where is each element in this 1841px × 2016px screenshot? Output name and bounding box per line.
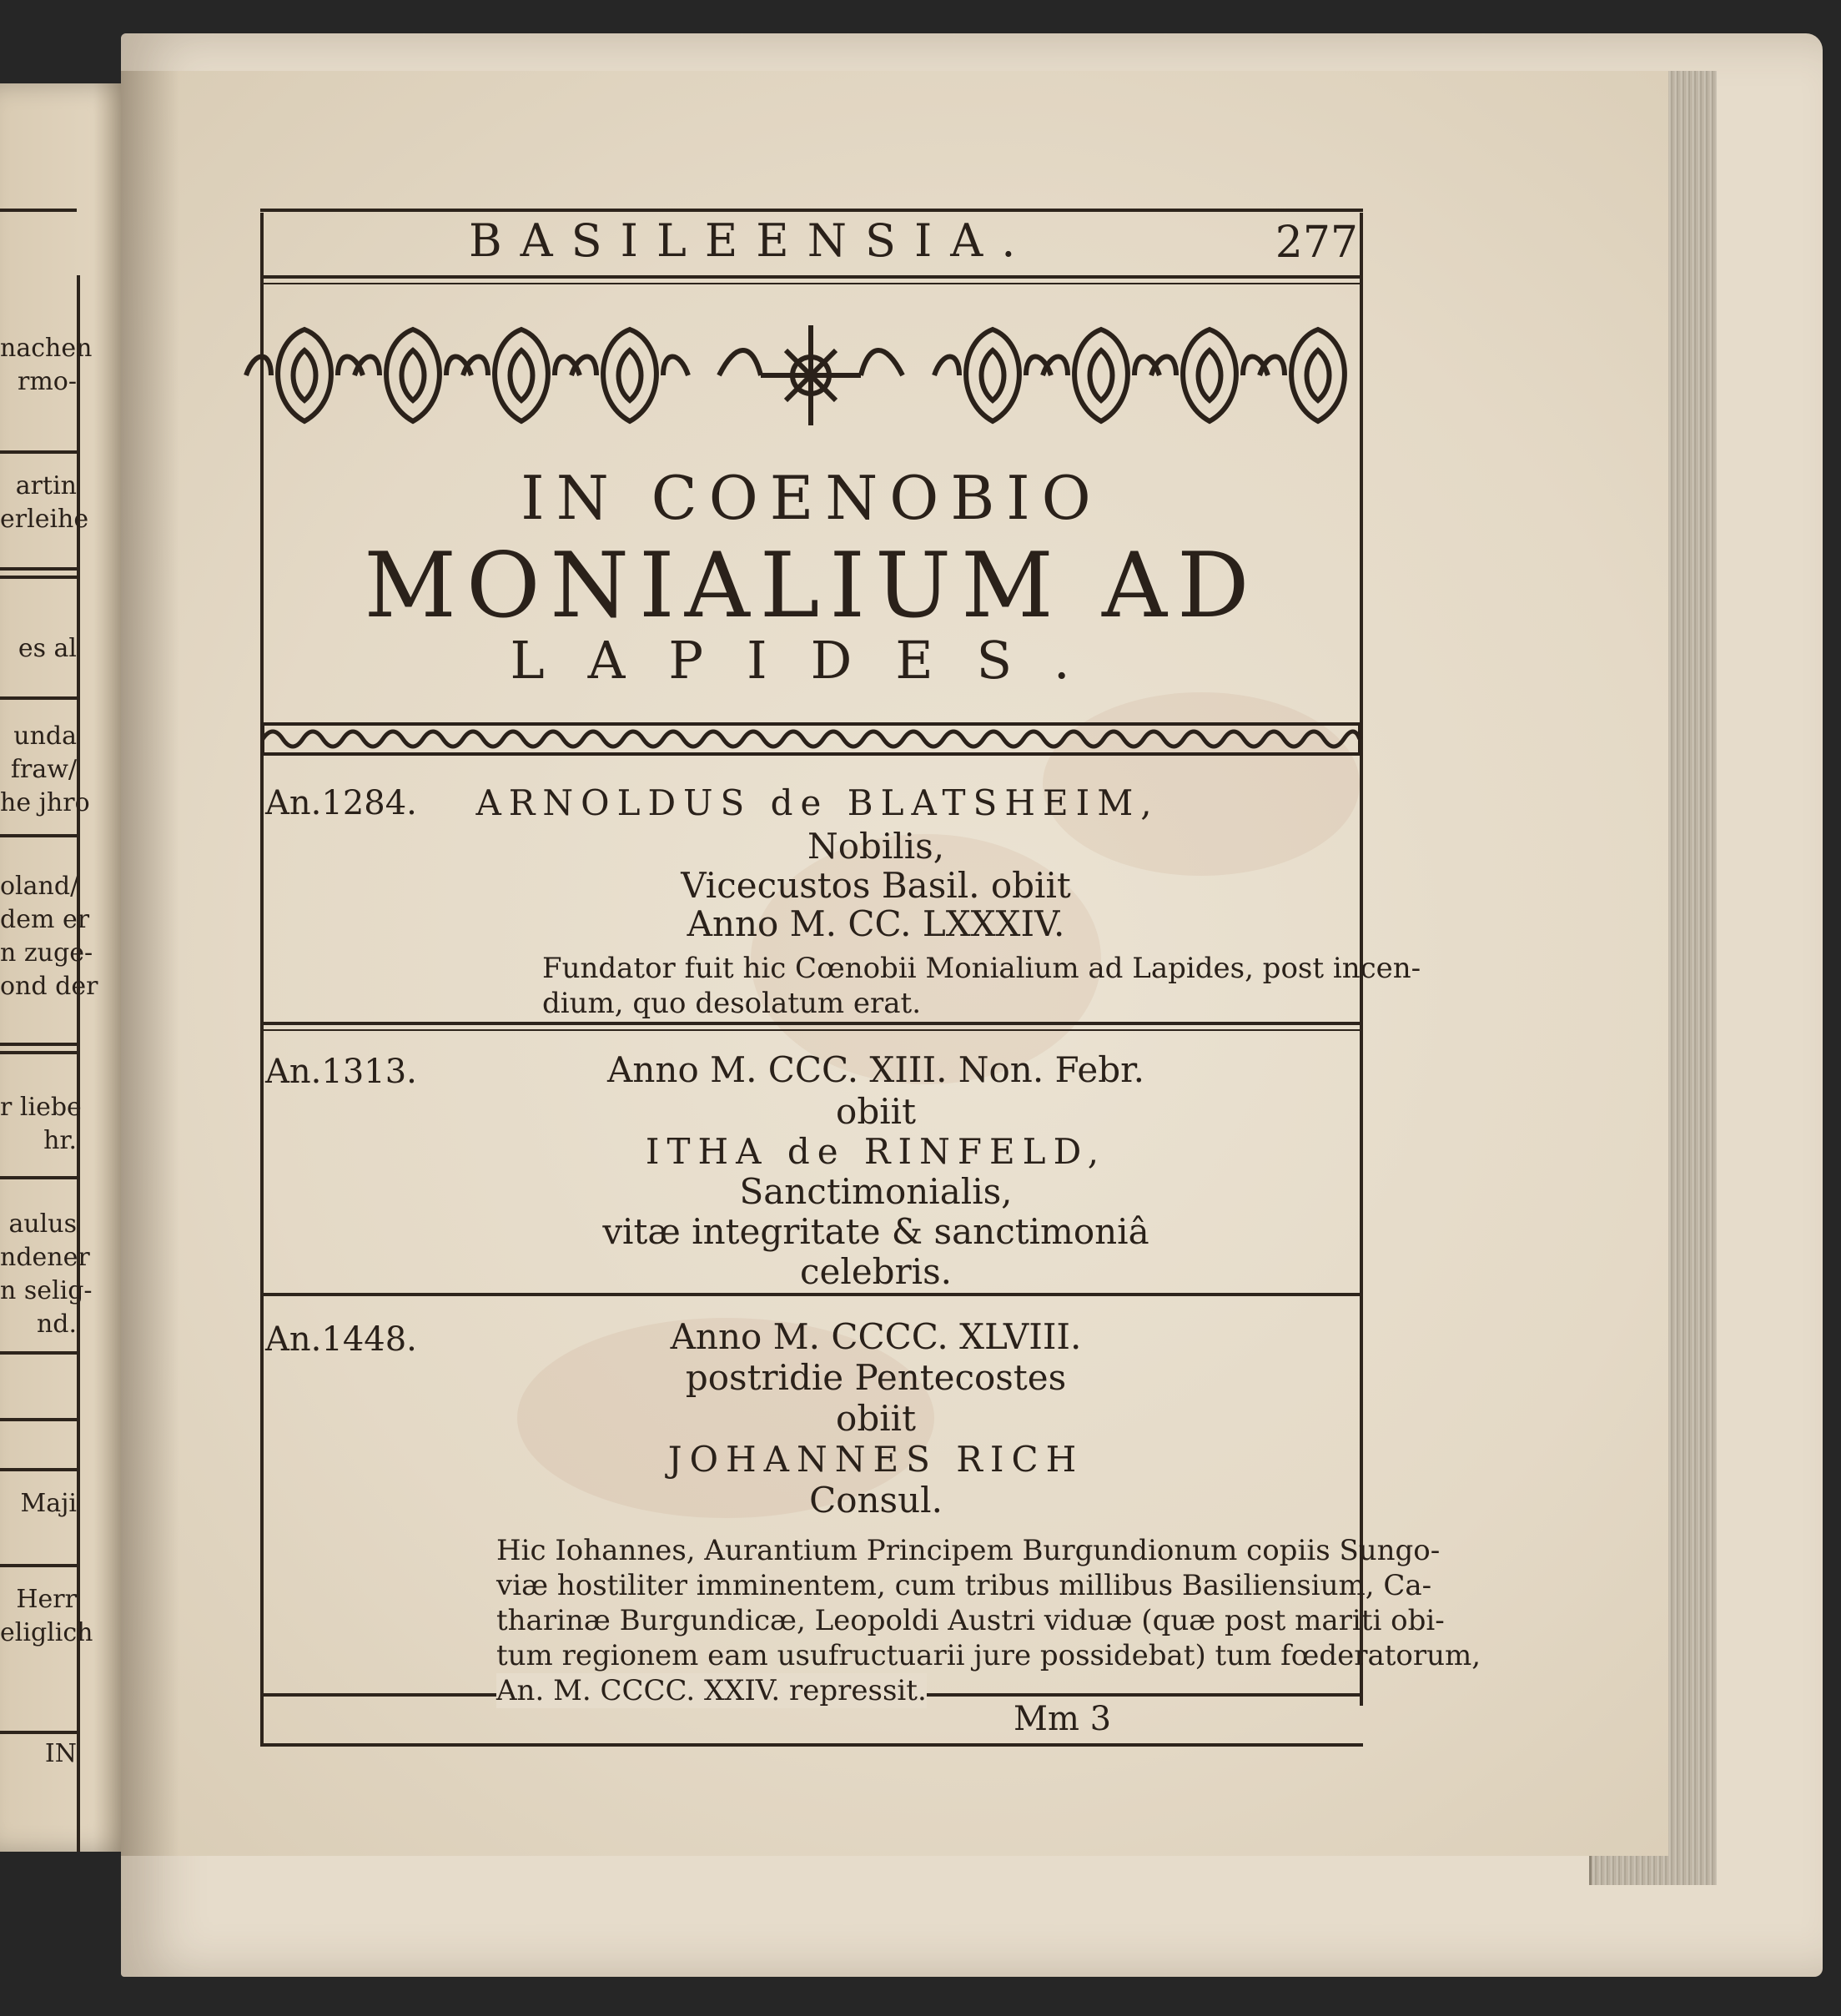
- left-rule: [0, 1043, 77, 1046]
- left-fragment: n selig-: [0, 1276, 93, 1305]
- left-rule: [0, 1418, 77, 1421]
- title-line-2: MONIALIUM AD: [364, 534, 1260, 638]
- ornamental-band: [263, 313, 1360, 438]
- left-rule: [0, 1468, 77, 1471]
- left-rule: [0, 1351, 77, 1355]
- page-number: 277: [1275, 218, 1358, 268]
- entry-note: dium, quo desolatum erat.: [542, 987, 922, 1020]
- entry-line: vitæ integritate & sanctimoniâ: [602, 1211, 1149, 1252]
- ornament-center-motif: [719, 325, 903, 425]
- entry-line: Anno M. CCCC. XLVIII.: [670, 1316, 1082, 1357]
- entry-note: Fundator fuit hic Cœnobii Monialium ad Lapides, post incen-: [542, 952, 1421, 985]
- left-fragment: nachen: [0, 334, 93, 363]
- left-rule: [0, 1051, 77, 1054]
- entry-name: ARNOLDUS de BLATSHEIM,: [475, 782, 1159, 823]
- left-fragment: eliglich: [0, 1618, 93, 1647]
- left-fragment: rmo-: [18, 367, 77, 396]
- entry-line: Anno M. CC. LXXXIV.: [687, 903, 1065, 944]
- section-rule: [260, 1022, 1363, 1031]
- entry-note: Hic Iohannes, Aurantium Principem Burgundionum copiis Sungo-: [496, 1534, 1441, 1567]
- left-fragment: ond der: [0, 972, 98, 1001]
- left-rule: [0, 1564, 77, 1567]
- entry-note: An. M. CCCC. XXIV. repressit.: [496, 1674, 927, 1707]
- entry-line: Consul.: [809, 1480, 943, 1521]
- ornament-motif: [246, 329, 363, 421]
- left-fragment: n zuge-: [0, 938, 93, 968]
- ornament-motif: [1151, 329, 1268, 421]
- entry-line: Nobilis,: [807, 826, 945, 867]
- top-rule: [260, 209, 1363, 212]
- left-rule: [0, 450, 77, 454]
- ornamental-strip: [263, 721, 1360, 757]
- left-rule: [0, 696, 77, 700]
- entry-year: An.1313.: [265, 1053, 417, 1091]
- signature-mark: Mm 3: [1014, 1700, 1112, 1738]
- left-fragment: he jhro: [0, 788, 90, 817]
- left-fragment: dem er: [0, 905, 90, 934]
- entry-name: JOHANNES RICH: [667, 1439, 1084, 1480]
- ornament-motif: [934, 329, 1051, 421]
- entry-line: obiit: [836, 1398, 916, 1439]
- left-fragment: unda: [13, 721, 77, 751]
- entry-note: tum regionem eam usufructuarii jure possidebat) tum fœderatorum,: [496, 1639, 1481, 1672]
- entry-line: Vicecustos Basil. obiit: [681, 865, 1071, 906]
- entry-note: viæ hostiliter imminentem, cum tribus millibus Basiliensium, Ca-: [496, 1569, 1432, 1602]
- frame-left-rule: [260, 213, 264, 1743]
- running-title: BASILEENSIA.: [469, 214, 1034, 267]
- entry-note: tharinæ Burgundicæ, Leopoldi Austri viduæ (quæ post mariti obi-: [496, 1604, 1445, 1637]
- left-fragment: Herr: [16, 1585, 77, 1614]
- entry-year: An.1448.: [265, 1320, 417, 1359]
- left-fragment: hr.: [43, 1126, 77, 1155]
- footer-rule: [260, 1743, 1363, 1747]
- left-page: [0, 83, 133, 1852]
- left-fragment: erleihe: [0, 505, 89, 534]
- left-fragment: artin: [15, 471, 77, 500]
- left-fragment: aulus: [8, 1209, 77, 1239]
- entry-line: Sanctimonialis,: [739, 1171, 1013, 1212]
- entry-line: obiit: [836, 1091, 916, 1132]
- left-rule: [0, 1731, 77, 1734]
- left-rule: [0, 576, 77, 579]
- entry-name: ITHA de RINFELD,: [645, 1131, 1107, 1172]
- left-fragment: oland/: [0, 872, 79, 901]
- left-rule: [0, 209, 77, 212]
- entry-line: Anno M. CCC. XIII. Non. Febr.: [607, 1049, 1144, 1090]
- ornament-motif: [463, 329, 580, 421]
- left-fragment: fraw/: [10, 755, 77, 784]
- left-fragment: ndener: [0, 1243, 90, 1272]
- ornament-motif: [1260, 329, 1345, 421]
- ornament-motif: [355, 329, 471, 421]
- entry-year: An.1284.: [265, 784, 417, 822]
- ornament-motif: [1043, 329, 1159, 421]
- running-head: [260, 214, 1363, 273]
- entry-line: postridie Pentecostes: [685, 1357, 1067, 1398]
- gutter-shadow: [121, 71, 179, 1856]
- left-rule: [0, 1176, 77, 1179]
- left-fragment: nd.: [36, 1310, 77, 1339]
- head-rule: [260, 275, 1363, 284]
- title-line-1: IN COENOBIO: [521, 463, 1103, 533]
- left-fragment: r liebe: [0, 1093, 82, 1122]
- left-fragment: Maji: [20, 1489, 77, 1518]
- left-fragment: IN: [44, 1739, 77, 1768]
- section-rule: [260, 1293, 1363, 1296]
- entry-line: celebris.: [800, 1251, 952, 1292]
- left-rule: [0, 567, 77, 571]
- title-line-3: LAPIDES.: [510, 630, 1114, 691]
- left-fragment: es al: [18, 634, 77, 663]
- left-rule: [0, 834, 77, 837]
- ornament-motif: [571, 329, 688, 421]
